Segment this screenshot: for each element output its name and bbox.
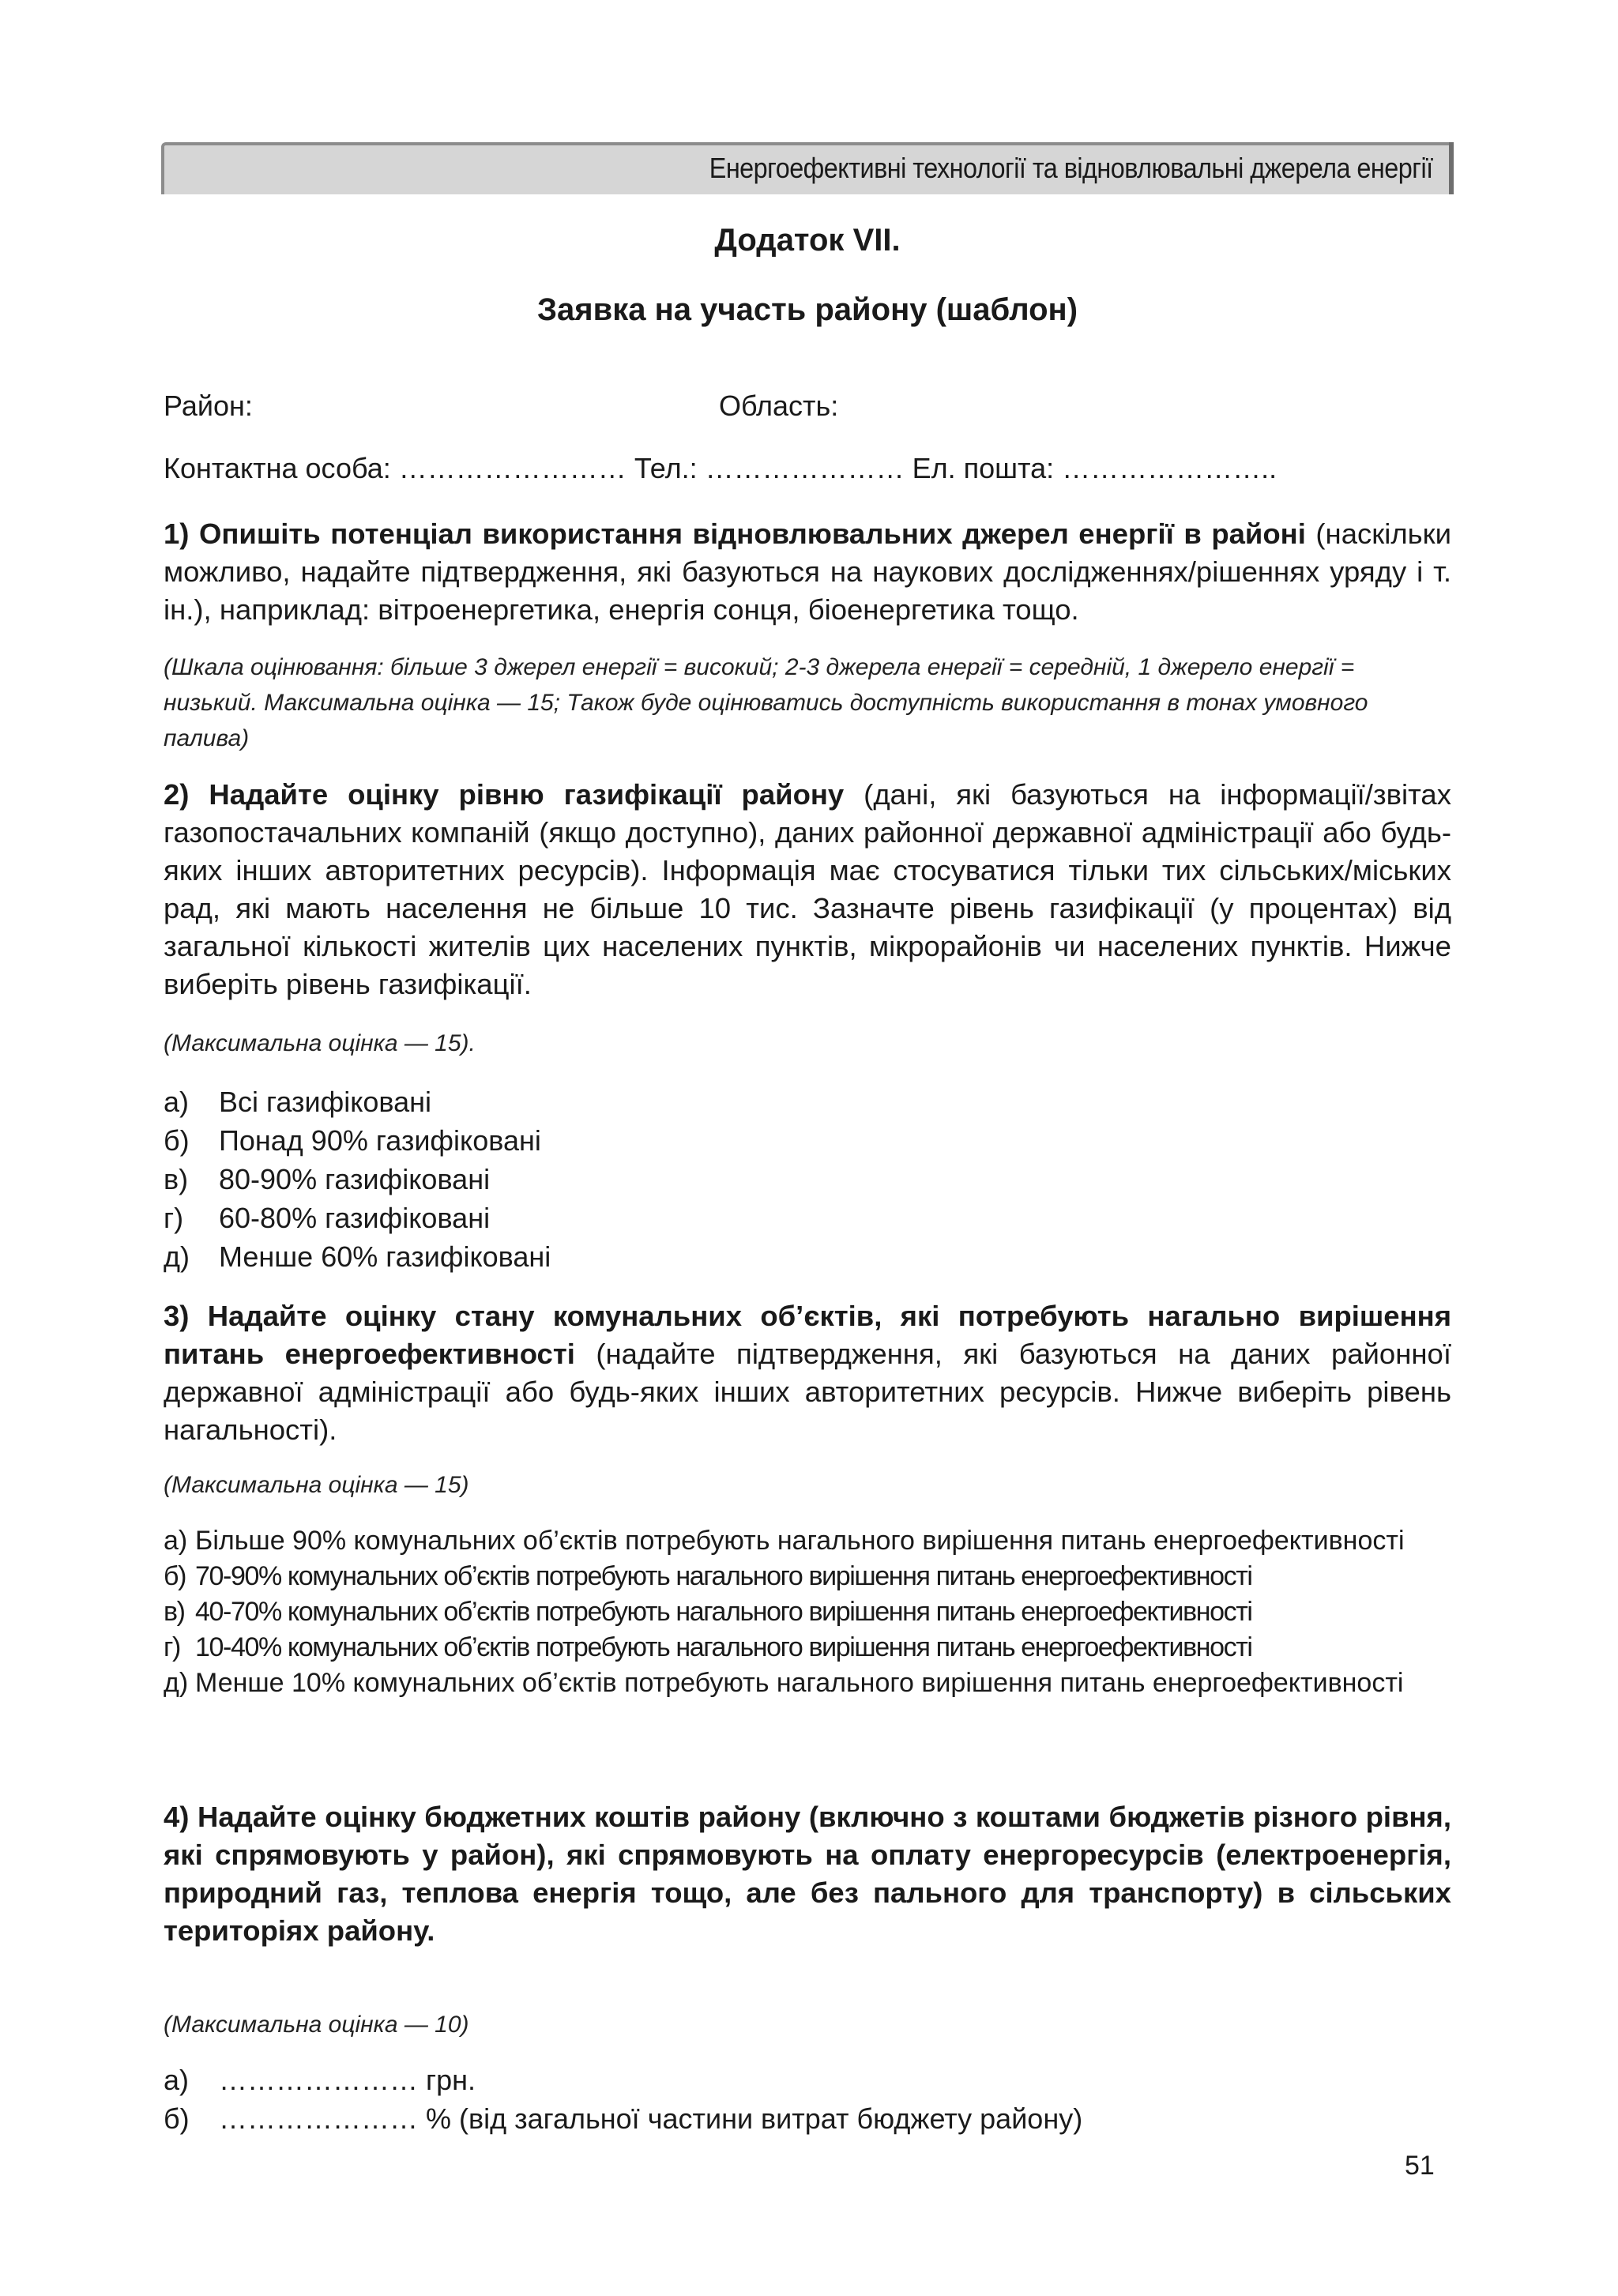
section-4-note: (Максимальна оцінка — 10) — [164, 2012, 469, 2038]
email-field: Ел. пошта: ………………….. — [912, 452, 1277, 484]
section-2-note: (Максимальна оцінка — 15). — [164, 1030, 476, 1056]
section-4-text — [164, 1798, 1451, 1950]
list-item: д) Менше 10% комунальних об’єктів потребують нагального вирішення питань енергоефективності — [164, 1668, 1404, 1698]
section-3-text — [164, 1297, 1451, 1449]
section-2-text — [164, 776, 1451, 1003]
list-item: д) Менше 60% газифіковані — [164, 1240, 551, 1273]
section-1-note: (Шкала оцінювання: більше 3 джерел енергії = високий; 2-3 джерела енергії = середній, 1 джерело енергії = низький. Максимальна оцінка — 15; Також буде оцінюватись доступність використання в тонах умовного палива) — [164, 654, 1368, 751]
list-item: г) 10-40% комунальних об’єктів потребують нагального вирішення питань енергоефективності — [164, 1632, 1252, 1662]
section-1-body: (наскільки можливо, надайте підтвердження, які базуються на наукових дослідженнях/рішеннях уряду і т. ін.), наприклад: вітроенергетика, енергія сонця, біоенергетика тощо. — [164, 518, 1451, 626]
contact-line — [164, 452, 1277, 485]
section-3-options — [164, 1523, 1451, 1701]
section-3-note: (Максимальна оцінка — 15) — [164, 1472, 469, 1498]
list-item: б) ………………… % (від загальної частини витрат бюджету району) — [164, 2102, 1083, 2135]
appendix-title: Додаток VII. — [714, 223, 901, 258]
list-item: в) 80-90% газифіковані — [164, 1163, 491, 1195]
section-3-body: (надайте підтвердження, які базуються на даних районної державної адміністрації або будь-яких інших авторитетних ресурсів. Нижче виберіть рівень нагальності). — [164, 1338, 1451, 1446]
page-number: 51 — [1405, 2151, 1435, 2181]
header-cap — [1449, 142, 1454, 194]
section-4-heading: 4) Надайте оцінку бюджетних коштів району (включно з коштами бюджетів різного рівня, які спрямовують у район), які спрямовують на оплату енергоресурсів (електроенергія, природний газ, теплова енергія тощо, але без пального для транспорту) в сільських територіях району. — [164, 1801, 1451, 1947]
region-label: Область: — [719, 390, 839, 422]
list-item: а) ………………… грн. — [164, 2064, 476, 2096]
contact-field: Контактна особа: …………………… — [164, 452, 627, 484]
running-header — [161, 142, 1454, 194]
list-item: а) Більше 90% комунальних об’єктів потребують нагального вирішення питань енергоефективності — [164, 1526, 1405, 1556]
list-item: б) Понад 90% газифіковані — [164, 1124, 541, 1157]
section-2-body: (дані, які базуються на інформації/звітах газопостачальних компаній (якщо доступно), даних районної державної адміністрації або будь-яких інших авторитетних ресурсів). Інформація має стосуватися тільки тих сільських/міських рад, які мають населення не більше 10 тис. Зазначте рівень газифікації (у процентах) від загальної кількості жителів цих населених пунктів, мікрорайонів чи населених пунктів. Нижче виберіть рівень газифікації. — [164, 778, 1451, 1000]
section-4-options — [164, 2061, 1082, 2138]
district-label: Район: — [164, 390, 253, 422]
section-1-heading: 1) Опишіть потенціал використання відновлювальних джерел енергії в районі — [164, 518, 1306, 550]
list-item: в) 40-70% комунальних об’єктів потребують нагального вирішення питань енергоефективності — [164, 1597, 1252, 1627]
section-1-text — [164, 515, 1451, 629]
list-item: а) Всі газифіковані — [164, 1086, 431, 1118]
running-header-title: Енергоефективні технології та відновлювальні джерела енергії — [709, 152, 1433, 184]
section-2-options — [164, 1082, 551, 1276]
list-item: г) 60-80% газифіковані — [164, 1202, 491, 1234]
list-item: б) 70-90% комунальних об’єктів потребують нагального вирішення питань енергоефективності — [164, 1561, 1252, 1591]
phone-field: Тел.: ………………… — [634, 452, 905, 484]
section-2-heading: 2) Надайте оцінку рівню газифікації району — [164, 778, 845, 811]
form-title: Заявка на участь району (шаблон) — [536, 292, 1078, 327]
section-3-heading: 3) Надайте оцінку стану комунальних об’єктів, які потребують нагально вирішення питань енергоефективності — [164, 1300, 1451, 1370]
